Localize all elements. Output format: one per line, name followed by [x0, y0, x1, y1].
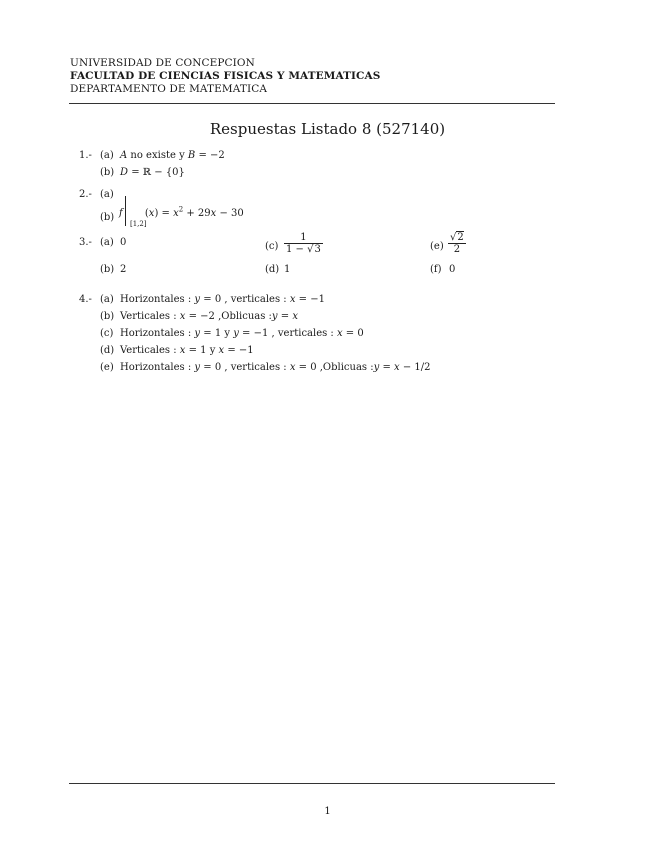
q4-a-answer: Horizontales : y = 0 , verticales : x = −1 [120, 294, 325, 305]
q3-f-value: 0 [449, 264, 456, 275]
q4-number: 4.- [79, 294, 92, 305]
q4-d-label: (d) [100, 345, 115, 356]
q3-d-value: 1 [284, 264, 291, 275]
q3-f-label: (f) [430, 264, 442, 275]
q4-c-label: (c) [100, 328, 114, 339]
page-title: Respuestas Listado 8 (527140) [209, 120, 446, 138]
q4-a-label: (a) [100, 294, 114, 305]
restriction-bar: f [1,2] [119, 198, 128, 228]
faculty-name: FACULTAD DE CIENCIAS FISICAS Y MATEMATICAS [70, 70, 381, 82]
q3-d-label: (d) [265, 264, 280, 275]
q3-c-label: (c) [265, 241, 279, 252]
q3-b-label: (b) [100, 264, 115, 275]
restriction-subscript: [1,2] [130, 220, 147, 228]
q2-b-label: (b) [100, 212, 115, 223]
q4-d-answer: Verticales : x = 1 y x = −1 [120, 345, 254, 356]
q1-b-label: (b) [100, 167, 115, 178]
q3-a-value: 0 [120, 237, 127, 248]
q3-number: 3.- [79, 237, 92, 248]
q3-b-value: 2 [120, 264, 127, 275]
page-number: 1 [324, 806, 331, 817]
q3-e-answer: $\frac{√2}{2}$ [450, 232, 464, 255]
q1-a-text: no existe y [130, 150, 185, 161]
header-rule [69, 103, 555, 104]
q4-b-answer: Verticales : x = −2 ,Oblicuas :y = x [120, 311, 298, 322]
q1-b-answer: D = ℝ − {0} [120, 167, 185, 178]
q2-number: 2.- [79, 189, 92, 200]
q4-c-answer: Horizontales : y = 1 y y = −1 , verticales : x = 0 [120, 328, 364, 339]
q1-number: 1.- [79, 150, 92, 161]
q1-a-label: (a) [100, 150, 114, 161]
department-name: DEPARTAMENTO DE MATEMATICA [70, 83, 268, 95]
footer-rule [69, 783, 555, 784]
q4-e-answer: Horizontales : y = 0 , verticales : x = 0 ,Oblicuas :y = x − 1/2 [120, 362, 431, 373]
q3-e-label: (e) [430, 241, 444, 252]
q4-b-label: (b) [100, 311, 115, 322]
q4-e-label: (e) [100, 362, 114, 373]
q2-b-answer: f [1,2] $(x) = x^2 + 29x - 30$ [119, 198, 244, 228]
q3-a-label: (a) [100, 237, 114, 248]
university-name: UNIVERSIDAD DE CONCEPCION [70, 57, 255, 69]
q1-a-answer: A no existe y B = −2 [120, 150, 225, 161]
q3-c-answer: $\frac{1}{1 - √3}$ [286, 232, 321, 255]
q2-a-label: (a) [100, 189, 114, 200]
